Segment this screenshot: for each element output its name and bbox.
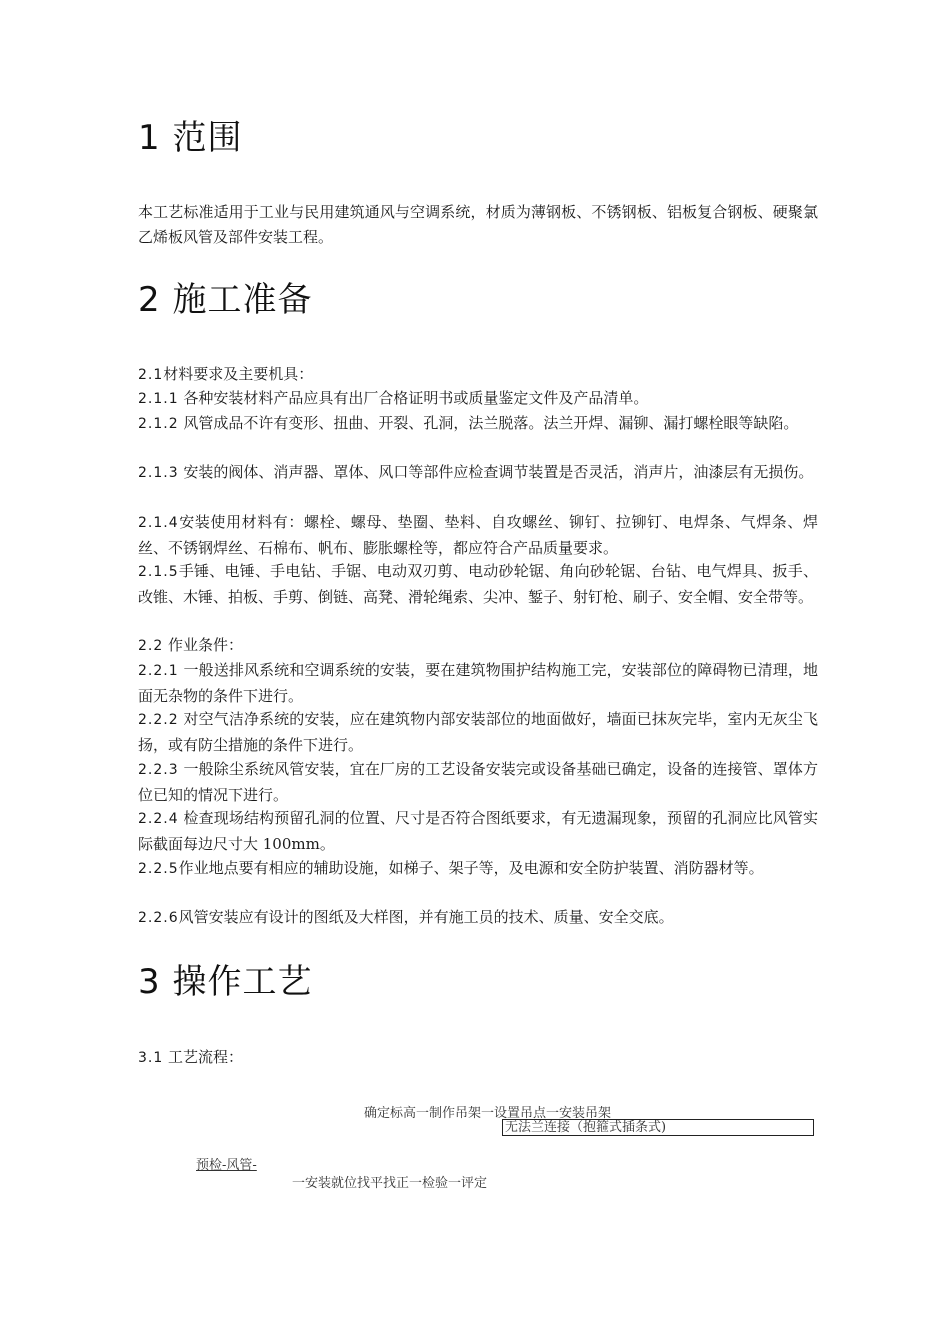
section-1-body: 本工艺标准适用于工业与民用建筑通风与空调系统，材质为薄钢板、不锈钢板、铝板复合钢板、硬聚氯乙烯板风管及部件安装工程。: [138, 203, 818, 246]
paragraph-2-1-2: 2.1.2 风管成品不许有变形、扭曲、开裂、孔洞，法兰脱落。法兰开焊、漏铆、漏打螺栓眼等缺陷。: [138, 414, 799, 432]
paragraph-2-2-5: 2.2.5作业地点要有相应的辅助设施，如梯子、架子等，及电源和安全防护装置、消防器材等。: [138, 859, 764, 877]
paragraph-3-1: 3.1 工艺流程：: [138, 1048, 244, 1066]
section-3-heading: 3 操作工艺: [138, 962, 313, 1002]
flow-line-1: 确定标高一制作吊架一设置吊点一安装吊架: [364, 1106, 612, 1121]
paragraph-2-1-1: 2.1.1 各种安装材料产品应具有出厂合格证明书或质量鉴定文件及产品清单。: [138, 389, 649, 407]
paragraph-2-1-5: 2.1.5手锤、电锤、手电钻、手锯、电动双刃剪、电动砂轮锯、角向砂轮锯、台钻、电气焊具、扳手、改锥、木锤、拍板、手剪、倒链、高凳、滑轮绳索、尖冲、錾子、射钉枪、刷子、安全帽、安全带等。: [138, 562, 818, 606]
flow-left-label: 预检-风管-: [196, 1158, 257, 1173]
section-2-heading: 2 施工准备: [138, 280, 313, 320]
paragraph-2-2-2: 2.2.2 对空气洁净系统的安装，应在建筑物内部安装部位的地面做好，墙面已抹灰完毕，室内无灰尘飞扬，或有防尘措施的条件下进行。: [138, 710, 818, 754]
paragraph-2-2-3: 2.2.3 一般除尘系统风管安装，宜在厂房的工艺设备安装完或设备基础已确定，设备的连接管、罩体方位已知的情况下进行。: [138, 760, 818, 804]
paragraph-2-1-4: 2.1.4安装使用材料有：螺栓、螺母、垫圈、垫料、自攻螺丝、铆钉、拉铆钉、电焊条、气焊条、焊丝、不锈钢焊丝、石棉布、帆布、膨胀螺栓等，都应符合产品质量要求。: [138, 513, 818, 557]
paragraph-2-2-6: 2.2.6风管安装应有设计的图纸及大样图，并有施工员的技术、质量、安全交底。: [138, 908, 674, 926]
paragraph-2-2-4: 2.2.4 检查现场结构预留孔洞的位置、尺寸是否符合图纸要求，有无遗漏现象，预留的孔洞应比风管实际截面每边尺寸大 100mm。: [138, 809, 818, 853]
paragraph-2-2: 2.2 作业条件：: [138, 636, 244, 654]
section-1-heading: 1 范围: [138, 118, 243, 158]
paragraph-2-1: 2.1材料要求及主要机具：: [138, 365, 314, 383]
paragraph-2-2-1: 2.2.1 一般送排风系统和空调系统的安装，要在建筑物围护结构施工完，安装部位的障碍物已清理，地面无杂物的条件下进行。: [138, 661, 818, 705]
flow-line-3: 一安装就位找平找正一检验一评定: [292, 1176, 488, 1191]
flow-box: 无法兰连接（抱箍式插条式): [502, 1119, 814, 1136]
paragraph-2-1-3: 2.1.3 安装的阀体、消声器、罩体、风口等部件应检查调节装置是否灵活，消声片，油漆层有无损伤。: [138, 463, 814, 481]
